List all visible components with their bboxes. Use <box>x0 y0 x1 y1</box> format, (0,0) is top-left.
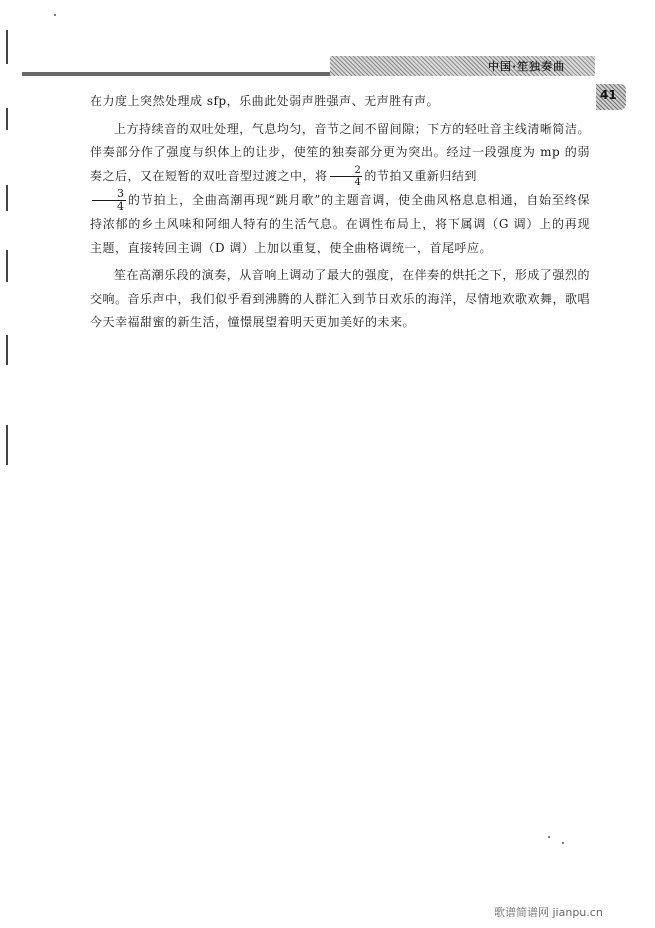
scan-edge-mark <box>6 108 8 130</box>
scan-speck <box>562 842 564 844</box>
scan-speck <box>548 836 550 838</box>
running-header: 中国·笙独奏曲 <box>488 60 566 73</box>
paragraph-2-part-a: 上方持续音的双吐处理，气息均匀，音节之间不留间隙；下方的轻吐音主线清晰简洁。伴奏部分作了强度与织体上的让步，使笙的独奏部分更为突出。经过一段强度为 mp 的弱奏之后，又在短暂的双吐音型过渡之中，将 <box>90 121 590 183</box>
site-watermark: 歌谱简谱网 jianpu.cn <box>494 906 603 919</box>
time-signature-fraction <box>92 188 126 213</box>
paragraph-2-part-b: 的节拍又重新归结到 <box>364 168 477 183</box>
scan-edge-mark <box>6 335 8 365</box>
paragraph-2-part-c: 的节拍上，全曲高潮再现“跳月歌”的主题音调，使全曲风格息息相通，自始至终保持浓郁的乡土风味和阿细人特有的生活气息。在调性布局上，将下属调（G 调）上的再现主题，直接转回主调（D 调）上加以重复，使全曲格调统一，首尾呼应。 <box>90 193 590 255</box>
fraction-denominator: 4 <box>117 200 125 213</box>
scan-edge-mark <box>6 250 8 282</box>
paragraph-1: 在力度上突然处理成 sfp，乐曲此处弱声胜强声、无声胜有声。 <box>90 94 440 108</box>
scan-edge-mark <box>6 425 8 465</box>
fraction-denominator: 4 <box>354 176 362 188</box>
page-number: 41 <box>600 88 617 102</box>
scan-speck <box>54 14 56 16</box>
time-signature-fraction <box>330 165 363 188</box>
paragraph-3: 笙在高潮乐段的演奏，从音响上调动了最大的强度，在伴奏的烘托之下，形成了强烈的交响。音乐声中，我们似乎看到沸腾的人群汇入到节日欢乐的海洋，尽情地欢歌欢舞，歌唱今天幸福甜蜜的新生活，憧憬展望着明天更加美好的未来。 <box>90 268 591 329</box>
scan-edge-mark <box>6 185 8 211</box>
paragraph-2 <box>90 118 590 261</box>
body-text <box>90 90 590 339</box>
fraction-numerator: 3 <box>92 188 126 201</box>
scan-edge-mark <box>6 30 8 64</box>
fraction-numerator: 2 <box>330 165 363 177</box>
